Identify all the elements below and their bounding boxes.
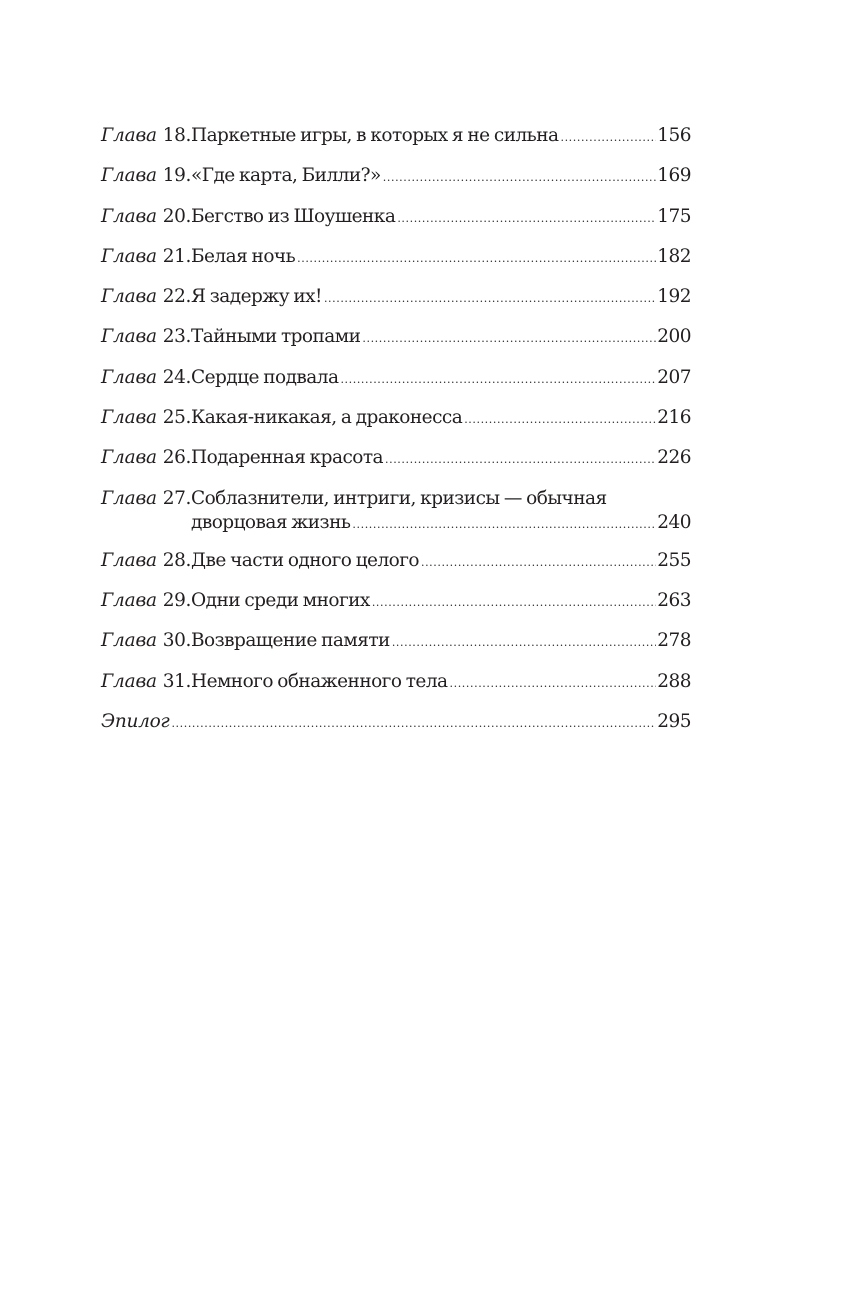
chapter-word: Глава — [101, 487, 157, 509]
chapter-body — [191, 124, 691, 150]
toc-entry-chapter-29[interactable] — [101, 589, 691, 615]
chapter-label — [101, 487, 191, 511]
page-number: 288 — [657, 670, 691, 692]
toc-entry-chapter-26[interactable] — [101, 446, 691, 472]
chapter-title-line-1: Соблазнители, интриги, кризисы — обычная — [190, 487, 607, 509]
chapter-title: Подаренная красота — [190, 447, 384, 469]
chapter-number: 22. — [162, 286, 191, 308]
chapter-word: Глава — [101, 326, 157, 348]
toc-entry-epilogue[interactable] — [101, 710, 691, 736]
page-number: 216 — [657, 407, 691, 429]
page-number: 226 — [657, 447, 691, 469]
dot-leader — [383, 164, 656, 190]
chapter-word: Глава — [101, 549, 157, 571]
page-number: 263 — [657, 589, 691, 611]
dot-leader — [340, 366, 656, 392]
toc-entry-chapter-21[interactable] — [101, 245, 691, 271]
chapter-word: Глава — [101, 245, 157, 267]
table-of-contents — [101, 124, 691, 750]
chapter-number: 28. — [162, 549, 191, 571]
page-number: 278 — [657, 630, 691, 652]
page-number: 169 — [657, 165, 691, 187]
chapter-title: Белая ночь — [190, 245, 296, 267]
toc-entry-chapter-28[interactable] — [101, 549, 691, 575]
dot-leader — [372, 589, 656, 615]
chapter-number: 20. — [162, 205, 191, 227]
chapter-title: Я задержу их! — [190, 286, 322, 308]
chapter-title: Две части одного целого — [190, 549, 419, 571]
page-number: 182 — [657, 245, 691, 267]
dot-leader — [464, 406, 656, 432]
page-number: 156 — [657, 125, 691, 146]
chapter-body — [191, 325, 691, 351]
chapter-word: Глава — [101, 670, 157, 692]
chapter-number: 25. — [162, 407, 191, 429]
chapter-label — [101, 446, 191, 470]
chapter-label — [101, 205, 191, 229]
page-number: 175 — [657, 205, 691, 227]
chapter-label — [101, 325, 191, 349]
chapter-word: Глава — [101, 447, 157, 469]
chapter-title: «Где карта, Билли?» — [190, 165, 381, 187]
chapter-title: Немного обнаженного тела — [190, 670, 448, 692]
toc-entry-chapter-20[interactable] — [101, 205, 691, 231]
chapter-number: 23. — [162, 326, 191, 348]
chapter-number: 29. — [162, 589, 191, 611]
chapter-word: Глава — [101, 205, 157, 227]
chapter-word: Глава — [101, 366, 157, 388]
chapter-number: 30. — [162, 630, 191, 652]
chapter-label — [101, 589, 191, 613]
chapter-label — [101, 549, 191, 573]
chapter-label — [101, 124, 191, 148]
dot-leader — [297, 245, 656, 271]
dot-leader — [421, 549, 656, 575]
chapter-number: 27. — [162, 487, 191, 509]
dot-leader — [324, 285, 656, 311]
dot-leader — [397, 205, 656, 231]
chapter-body — [191, 589, 691, 615]
page-number: 192 — [657, 286, 691, 308]
chapter-word: Глава — [101, 589, 157, 611]
chapter-number: 24. — [162, 366, 191, 388]
chapter-body — [191, 629, 691, 655]
chapter-word: Глава — [101, 407, 157, 429]
epilogue-label: Эпилог — [101, 710, 170, 732]
chapter-title: Одни среди многих — [190, 589, 370, 611]
chapter-number: 26. — [162, 447, 191, 469]
toc-entry-chapter-23[interactable] — [101, 325, 691, 351]
chapter-body — [191, 285, 691, 311]
toc-entry-chapter-18[interactable] — [101, 124, 691, 150]
dot-leader — [560, 124, 656, 150]
toc-entry-chapter-22[interactable] — [101, 285, 691, 311]
page-number: 295 — [657, 710, 691, 732]
chapter-label — [101, 670, 191, 694]
chapter-title: Какая-никакая, а драконесса — [190, 407, 463, 429]
page-number: 200 — [657, 326, 691, 348]
chapter-title: Тайными тропами — [190, 326, 361, 348]
chapter-word: Глава — [101, 286, 157, 308]
chapter-label — [101, 366, 191, 390]
chapter-word: Глава — [101, 125, 157, 146]
chapter-number: 18. — [162, 125, 191, 146]
page-number: 255 — [657, 549, 691, 571]
chapter-body — [191, 446, 691, 472]
toc-entry-chapter-19[interactable] — [101, 164, 691, 190]
dot-leader — [392, 629, 656, 655]
toc-entry-chapter-25[interactable] — [101, 406, 691, 432]
chapter-body — [191, 205, 691, 231]
chapter-number: 31. — [162, 670, 191, 692]
page-number: 207 — [657, 366, 691, 388]
toc-entry-chapter-27[interactable] — [101, 487, 691, 537]
chapter-body — [191, 164, 691, 190]
toc-entry-chapter-30[interactable] — [101, 629, 691, 655]
chapter-label — [101, 245, 191, 269]
chapter-label — [101, 285, 191, 309]
chapter-title-line-2: дворцовая жизнь — [190, 511, 351, 533]
chapter-word: Глава — [101, 165, 157, 187]
chapter-label — [101, 406, 191, 430]
chapter-number: 19. — [162, 165, 191, 187]
dot-leader — [352, 511, 656, 537]
chapter-number: 21. — [162, 245, 191, 267]
epilogue-body — [101, 710, 691, 736]
dot-leader — [450, 670, 657, 696]
dot-leader — [362, 325, 656, 351]
dot-leader — [385, 446, 656, 472]
chapter-label — [101, 164, 191, 188]
dot-leader — [171, 710, 656, 736]
toc-entry-chapter-24[interactable] — [101, 366, 691, 392]
toc-entry-chapter-31[interactable] — [101, 670, 691, 696]
chapter-title: Сердце подвала — [190, 366, 339, 388]
chapter-title: Бегство из Шоушенка — [190, 205, 396, 227]
chapter-body — [191, 366, 691, 392]
chapter-body — [191, 406, 691, 432]
chapter-body — [191, 549, 691, 575]
chapter-title: Возвращение памяти — [190, 630, 390, 652]
chapter-body — [191, 487, 691, 537]
page-number: 240 — [657, 511, 691, 533]
chapter-body — [191, 245, 691, 271]
chapter-label — [101, 629, 191, 653]
chapter-body — [191, 670, 691, 696]
chapter-title: Паркетные игры, в которых я не сильна — [190, 125, 559, 146]
chapter-word: Глава — [101, 630, 157, 652]
